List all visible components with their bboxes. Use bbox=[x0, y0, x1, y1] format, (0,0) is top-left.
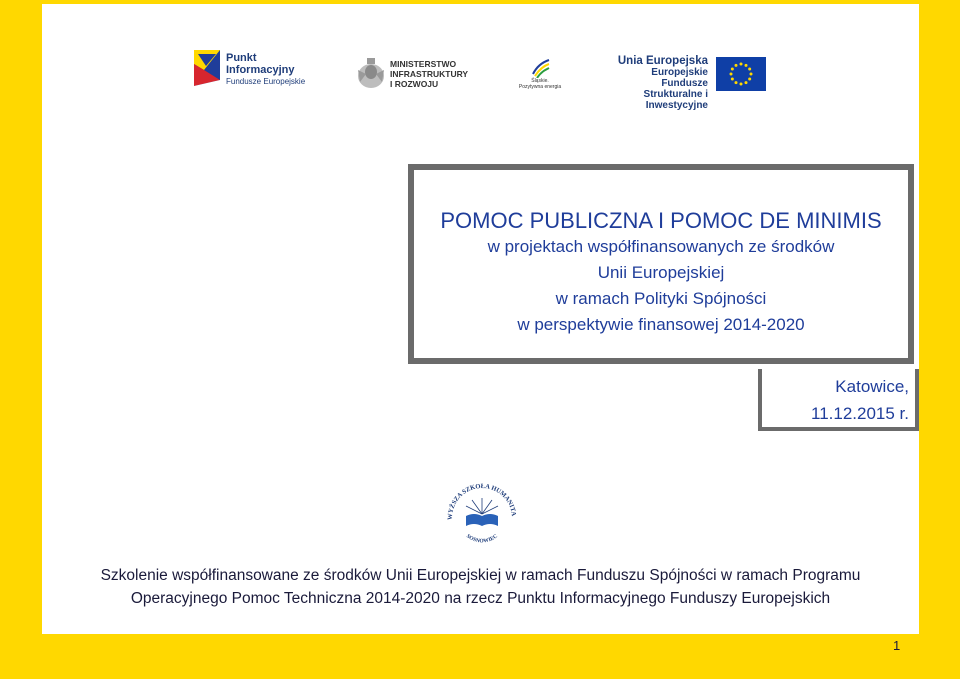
eu-star-icon bbox=[730, 73, 733, 76]
slide-page bbox=[42, 4, 919, 634]
footer-line1: Szkolenie współfinansowane ze środków Unii Europejskiej w ramach Funduszu Spójności w ramach Programu bbox=[100, 567, 861, 584]
eu-star-icon bbox=[740, 83, 743, 86]
punkt-line1: Punkt bbox=[226, 52, 257, 64]
ministry-line3: I ROZWOJU bbox=[390, 79, 439, 89]
ministry-line1: MINISTERSTWO bbox=[390, 59, 457, 69]
logo-bar bbox=[42, 4, 919, 114]
title-frame bbox=[408, 164, 914, 364]
svg-text:SOSNOWIEC bbox=[465, 533, 499, 544]
eu-flag-icon bbox=[716, 57, 766, 91]
eu-line3: Strukturalne i Inwestycyjne bbox=[643, 89, 708, 111]
presentation-title: POMOC PUBLICZNA I POMOC DE MINIMIS bbox=[440, 208, 882, 233]
eu-star-icon bbox=[748, 78, 751, 81]
ministry-text bbox=[390, 59, 468, 89]
page-number: 1 bbox=[893, 638, 901, 653]
eu-star-icon bbox=[745, 81, 748, 84]
slaskie-mark-icon bbox=[529, 56, 551, 78]
punkt-line3: Fundusze Europejskie bbox=[226, 77, 306, 86]
footer-line2: Operacyjnego Pomoc Techniczna 2014-2020 na rzecz Punktu Informacyjnego Funduszy Europejskich bbox=[130, 590, 831, 607]
punkt-line2: Informacyjny bbox=[226, 64, 295, 76]
eu-line2: Europejskie Fundusze bbox=[651, 67, 708, 89]
eu-star-icon bbox=[745, 64, 748, 67]
date-label: 11.12.2015 r. bbox=[811, 404, 909, 423]
punkt-informacyjny-text bbox=[226, 52, 305, 88]
eu-star-icon bbox=[740, 63, 743, 66]
subtitle-line1: w projektach współfinansowanych ze środków bbox=[487, 237, 835, 256]
polish-eagle-icon bbox=[356, 56, 386, 92]
eu-star-icon bbox=[748, 68, 751, 71]
eu-logo bbox=[608, 55, 768, 111]
subtitle-line3: w ramach Polityki Spójności bbox=[555, 289, 767, 308]
date-frame bbox=[758, 369, 919, 431]
city-label: Katowice, bbox=[835, 377, 909, 396]
svg-text:WYŻSZA SZKOŁA HUMANITAS bbox=[444, 478, 517, 520]
punkt-informacyjny-logo bbox=[194, 48, 324, 102]
slaskie-line2: Pozytywna energia bbox=[518, 84, 562, 90]
eu-star-icon bbox=[731, 68, 734, 71]
subtitle-line2: Unii Europejskiej bbox=[597, 263, 725, 282]
subtitle-line4: w perspektywie finansowej 2014-2020 bbox=[517, 315, 805, 334]
school-logo-icon bbox=[444, 478, 520, 544]
eu-line1: Unia Europejska bbox=[617, 55, 708, 67]
ministry-line2: INFRASTRUKTURY bbox=[390, 69, 469, 79]
eu-star-icon bbox=[750, 73, 753, 76]
footer-note bbox=[42, 564, 919, 610]
eu-star-icon bbox=[731, 78, 734, 81]
eu-star-icon bbox=[735, 64, 738, 67]
punkt-informacyjny-mark-icon bbox=[194, 50, 220, 96]
slaskie-line1: Śląskie. bbox=[531, 78, 549, 84]
school-city-arc: SOSNOWIEC bbox=[465, 533, 499, 544]
school-name-arc: WYŻSZA SZKOŁA HUMANITA bbox=[446, 482, 517, 521]
eu-star-icon bbox=[735, 81, 738, 84]
eu-text bbox=[608, 56, 708, 111]
ministry-logo bbox=[356, 56, 506, 96]
slaskie-logo bbox=[518, 56, 562, 96]
